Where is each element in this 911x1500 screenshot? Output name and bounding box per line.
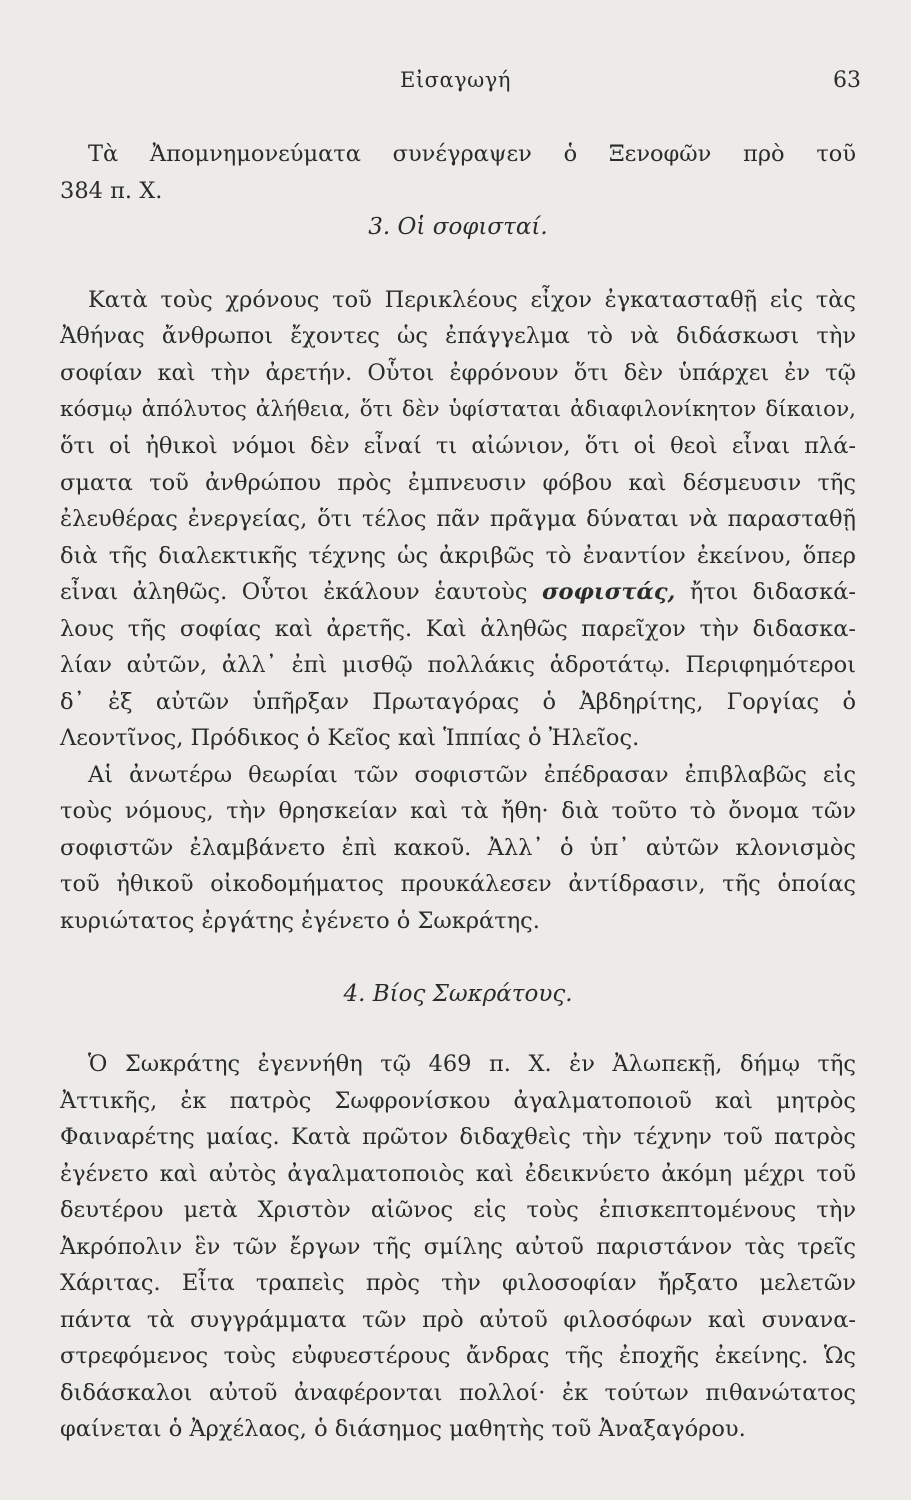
page-header xyxy=(50,68,861,104)
paragraph-line: κυριώτατος ἐργάτης ἐγένετο ὁ Σωκράτης. xyxy=(60,908,540,934)
paragraph-line: στρεφόμενος τοὺς εὐφυεστέρους ἄνδρας τῆς ἐποχῆς ἐκείνης. Ὡς xyxy=(60,1343,856,1369)
paragraph-line: Αἱ ἀνωτέρω θεωρίαι τῶν σοφιστῶν ἐπέδρασαν ἐπιβλαβῶς εἰς xyxy=(88,762,856,788)
line-text: εἶναι ἀληθῶς. Οὗτοι ἐκάλουν ἑαυτοὺς xyxy=(60,579,542,605)
paragraph-line: σματα τοῦ ἀνθρώπου πρὸς ἐμπνευσιν φόβου καὶ δέσμευσιν τῆς xyxy=(60,470,856,496)
paragraph-line: δ᾿ ἐξ αὐτῶν ὑπῆρξαν Πρωταγόρας ὁ Ἀβδηρίτης, Γοργίας ὁ xyxy=(60,689,856,715)
running-title: Εἰσαγωγή xyxy=(400,68,511,92)
paragraph-line: Ἀκρόπολιν ἓν τῶν ἔργων τῆς σμίλης αὐτοῦ παριστάνον τὰς τρεῖς xyxy=(60,1234,856,1260)
paragraph-line: σοφίαν καὶ τὴν ἀρετήν. Οὗτοι ἐφρόνουν ὅτι δὲν ὑπάρχει ἐν τῷ xyxy=(60,360,856,386)
paragraph-line: Ἀθήνας ἄνθρωποι ἔχοντες ὡς ἐπάγγελμα τὸ νὰ διδάσκωσι τὴν xyxy=(60,323,856,349)
section-heading: 3. Οἱ σοφισταί. xyxy=(368,214,548,240)
paragraph-line: φαίνεται ὁ Ἀρχέλαος, ὁ διάσημος μαθητὴς τοῦ Ἀναξαγόρου. xyxy=(60,1416,746,1442)
section-heading: 4. Βίος Σωκράτους. xyxy=(343,981,573,1007)
paragraph-line: Ἀττικῆς, ἐκ πατρὸς Σωφρονίσκου ἀγαλματοποιοῦ καὶ μητρὸς xyxy=(60,1088,856,1114)
paragraph-line: διδάσκαλοι αὐτοῦ ἀναφέρονται πολλοί· ἐκ τούτων πιθανώτατος xyxy=(60,1380,856,1406)
paragraph-line: ἐλευθέρας ἐνεργείας, ὅτι τέλος πᾶν πρᾶγμα δύναται νὰ παρασταθῇ xyxy=(60,506,856,532)
paragraph-line: Χάριτας. Εἶτα τραπεὶς πρὸς τὴν φιλοσοφίαν ἤρξατο μελετῶν xyxy=(60,1270,856,1296)
paragraph-line: πάντα τὰ συγγράμματα τῶν πρὸ αὐτοῦ φιλοσόφων καὶ συνανα- xyxy=(60,1307,856,1333)
paragraph-line: λους τῆς σοφίας καὶ ἀρετῆς. Καὶ ἀληθῶς παρεῖχον τὴν διδασκα- xyxy=(60,616,856,642)
paragraph-line: λίαν αὐτῶν, ἀλλ᾿ ἐπὶ μισθῷ πολλάκις ἁδροτάτῳ. Περιφημότεροι xyxy=(60,652,856,678)
paragraph-line: δευτέρου μετὰ Χριστὸν αἰῶνος εἰς τοὺς ἐπισκεπτομένους τὴν xyxy=(60,1197,856,1223)
paragraph-line: Κατὰ τοὺς χρόνους τοῦ Περικλέους εἶχον ἐγκατασταθῇ εἰς τὰς xyxy=(88,287,856,313)
paragraph-line: τοῦ ἠθικοῦ οἰκοδομήματος προυκάλεσεν ἀντίδρασιν, τῆς ὁποίας xyxy=(60,871,856,897)
paragraph-line: σοφιστῶν ἐλαμβάνετο ἐπὶ κακοῦ. Ἀλλ᾿ ὁ ὑπ᾿ αὐτῶν κλονισμὸς xyxy=(60,835,856,861)
line-text: ἤτοι διδασκά- xyxy=(675,579,856,605)
emphasis-term: σοφιστάς, xyxy=(541,579,676,605)
paragraph-line: Ὁ Σωκράτης ἐγεννήθη τῷ 469 π. Χ. ἐν Ἀλωπεκῇ, δήμῳ τῆς xyxy=(88,1051,856,1077)
paragraph-line: ὅτι οἱ ἠθικοὶ νόμοι δὲν εἶναί τι αἰώνιον, ὅτι οἱ θεοὶ εἶναι πλά- xyxy=(60,433,856,459)
intro-line: 384 π. Χ. xyxy=(60,178,163,204)
paragraph-line: ἐγένετο καὶ αὐτὸς ἀγαλματοποιὸς καὶ ἐδεικνύετο ἀκόμη μέχρι τοῦ xyxy=(60,1161,856,1187)
paragraph-line: διὰ τῆς διαλεκτικῆς τέχνης ὡς ἀκριβῶς τὸ ἐναντίον ἐκείνου, ὅπερ xyxy=(60,543,856,569)
paragraph-line: Λεοντῖνος, Πρόδικος ὁ Κεῖος καὶ Ἱππίας ὁ Ἠλεῖος. xyxy=(60,725,640,751)
paragraph-line-sophists xyxy=(60,574,856,610)
intro-line: Τὰ Ἀπομνημονεύματα συνέγραψεν ὁ Ξενοφῶν πρὸ τοῦ xyxy=(88,141,856,167)
paragraph-line: Φαιναρέτης μαίας. Κατὰ πρῶτον διδαχθεὶς τὴν τέχνην τοῦ πατρὸς xyxy=(60,1124,856,1150)
page-number: 63 xyxy=(833,68,861,93)
paragraph-line: τοὺς νόμους, τὴν θρησκείαν καὶ τὰ ἤθη· διὰ τοῦτο τὸ ὄνομα τῶν xyxy=(60,798,856,824)
paragraph-line: κόσμῳ ἀπόλυτος ἀλήθεια, ὅτι δὲν ὑφίσταται ἀδιαφιλονίκητον δίκαιον, xyxy=(60,397,856,422)
